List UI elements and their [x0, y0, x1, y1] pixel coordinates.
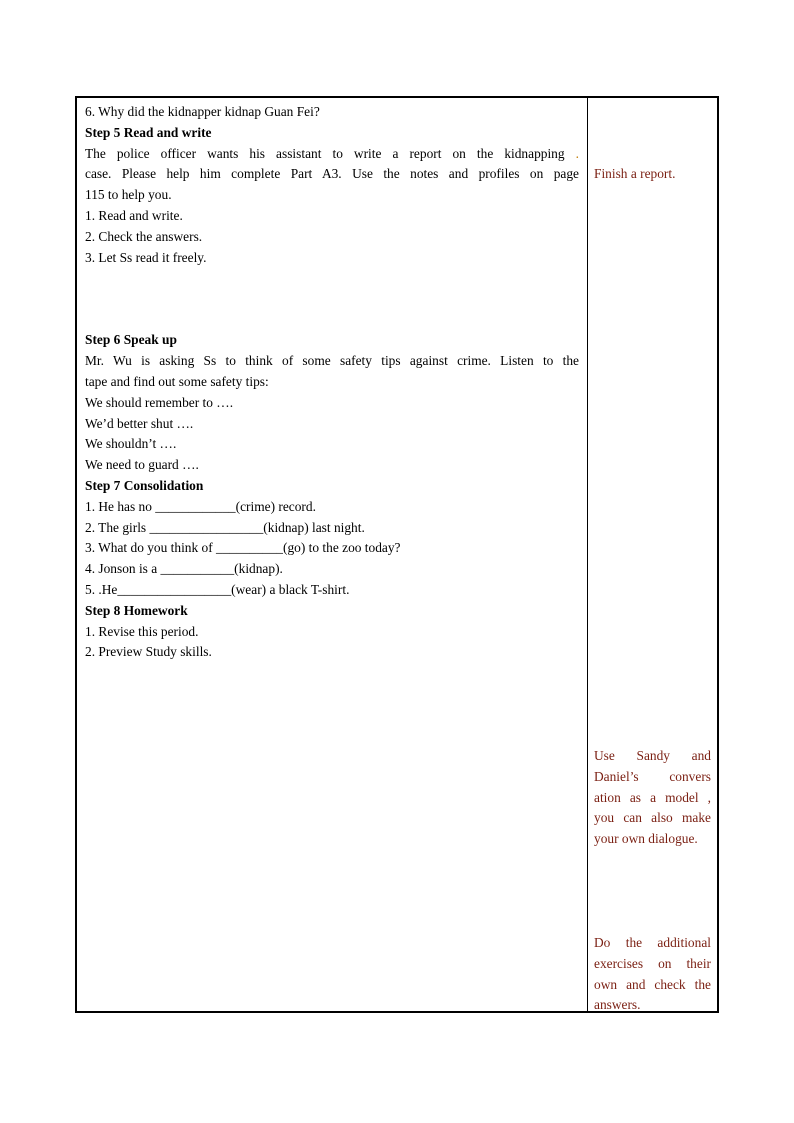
side-note-text: Use Sandy and Daniel’s convers ation as a model , you can also make your own dialogue. [594, 748, 711, 847]
step6-heading: Step 6 Speak up [85, 332, 177, 348]
step5-paragraph-line2: case. Please help him complete Part A3. Use the notes and profiles on page [85, 166, 579, 182]
step6-paragraph-line2: tape and find out some safety tips: [85, 373, 269, 389]
step7-heading: Step 7 Consolidation [85, 477, 204, 493]
step8-heading: Step 8 Homework [85, 602, 188, 618]
step8-item: 1. Revise this period. [85, 623, 199, 639]
side-note-exercises [594, 933, 711, 1016]
step7-item: 1. He has no ____________(crime) record. [85, 498, 316, 514]
step6-tip: We shouldn’t …. [85, 436, 177, 452]
question-6: 6. Why did the kidnapper kidnap Guan Fei? [85, 104, 320, 119]
step5-paragraph-line3: 115 to help you. [85, 187, 172, 203]
step5-item: 3. Let Ss read it freely. [85, 249, 207, 265]
side-note-finish-report [594, 164, 711, 185]
step8-item: 2. Preview Study skills. [85, 644, 212, 660]
column-divider [587, 98, 588, 1011]
step6-tip: We’d better shut …. [85, 415, 194, 431]
step5-item: 2. Check the answers. [85, 228, 203, 244]
lesson-plan-table [75, 96, 719, 1013]
step6-tip: We need to guard …. [85, 457, 199, 473]
step7-item: 5. .He_________________(wear) a black T-shirt. [85, 581, 350, 597]
step7-item: 4. Jonson is a ___________(kidnap). [85, 561, 283, 577]
step7-item: 3. What do you think of __________(go) to the zoo today? [85, 540, 401, 556]
step5-heading: Step 5 Read and write [85, 124, 212, 140]
main-column [85, 102, 579, 663]
step5-item: 1. Read and write. [85, 207, 183, 223]
step6-tip: We should remember to …. [85, 394, 234, 410]
step5-paragraph-text: The police officer wants his assistant to write a report on the kidnapping [85, 145, 565, 161]
side-note-dialogue [594, 746, 711, 850]
step6-paragraph-line1: Mr. Wu is asking Ss to think of some safety tips against crime. Listen to the [85, 353, 579, 369]
side-note-text: Do the additional exercises on their own and check the answers. [594, 935, 711, 1013]
step7-item: 2. The girls _________________(kidnap) last night. [85, 519, 365, 535]
stray-dot: . [575, 145, 579, 161]
side-note-text: Finish a report. [594, 166, 676, 181]
step5-paragraph-line1 [85, 144, 579, 165]
